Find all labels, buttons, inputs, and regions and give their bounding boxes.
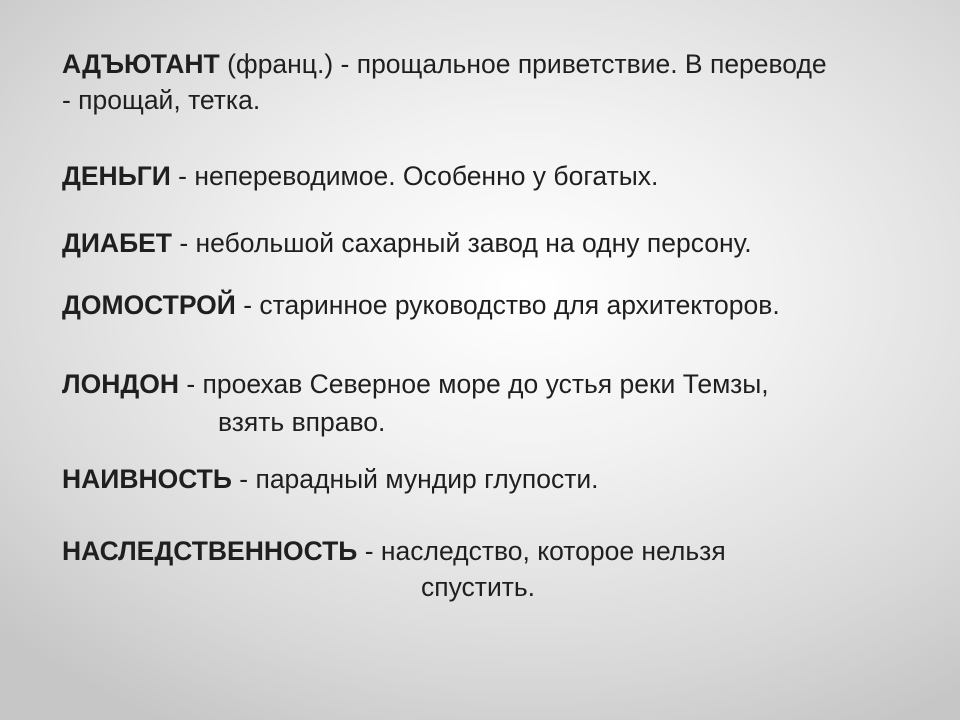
entry-nasledstvennost: [62, 533, 726, 569]
definition: - непереводимое. Особенно у богатых.: [170, 161, 659, 191]
definition: - парадный мундир глупости.: [231, 464, 599, 494]
term: НАИВНОСТЬ: [62, 464, 232, 494]
definition: - небольшой сахарный завод на одну персону.: [171, 228, 752, 258]
definition: - проехав Северное море до устья реки Темзы,: [178, 369, 769, 399]
term: НАСЛЕДСТВЕННОСТЬ: [62, 536, 358, 566]
entry-diabet: [62, 225, 752, 261]
term: ДОМОСТРОЙ: [62, 290, 236, 320]
definition: - старинное руководство для архитекторов.: [235, 290, 780, 320]
definition-continuation: спустить.: [421, 572, 536, 602]
definition: (франц.) - прощальное приветствие. В переводе: [219, 49, 827, 79]
entry-london: [62, 366, 769, 402]
definition-continuation: - прощай, тетка.: [62, 85, 261, 115]
entry-dengi: [62, 158, 658, 194]
entry-adjutant: [62, 46, 827, 82]
entry-domostroy: [62, 287, 780, 323]
term: АДЪЮТАНТ: [62, 49, 220, 79]
definition-continuation: взять вправо.: [218, 407, 386, 437]
entry-naivnost: [62, 461, 599, 497]
definition: - наследство, которое нельзя: [357, 536, 726, 566]
term: ДИАБЕТ: [62, 228, 172, 258]
term: ЛОНДОН: [62, 369, 179, 399]
term: ДЕНЬГИ: [62, 161, 171, 191]
